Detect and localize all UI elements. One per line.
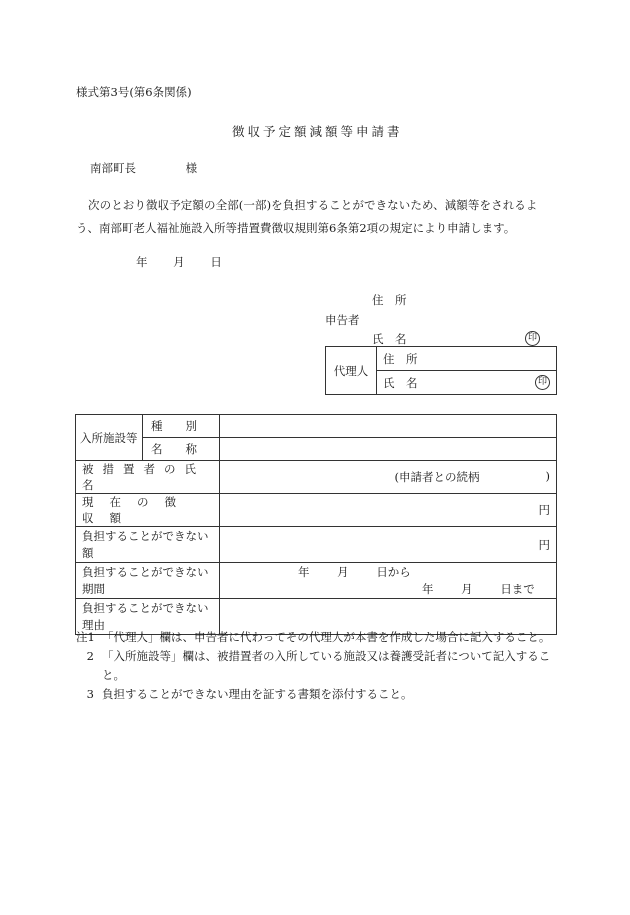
agent-seal-icon: 印 [535, 375, 550, 390]
relationship-close: ) [545, 469, 550, 483]
type-label: 種 別 [151, 419, 197, 433]
period-to-month: 月 [461, 581, 473, 596]
unable-amount-label-1: 負担することができない [82, 528, 209, 543]
type-value-cell[interactable] [220, 415, 557, 438]
agent-label: 代理人 [326, 347, 377, 395]
current-value-cell[interactable] [220, 494, 557, 527]
unable-period-value-cell[interactable] [220, 563, 557, 599]
addressee [90, 160, 197, 176]
body-text [76, 194, 562, 240]
person-value-cell[interactable] [220, 461, 557, 494]
unable-period-label-2: 期間 [82, 581, 105, 596]
type-label-cell [143, 415, 220, 438]
agent-table [325, 346, 557, 395]
note-1-text: 「代理人」欄は、申告者に代わってその代理人が本書を作成した場合に記入すること。 [102, 630, 551, 644]
unable-amount-yen: 円 [538, 537, 550, 552]
note-1 [76, 628, 566, 647]
current-label: 現在の徴収額 [82, 495, 192, 525]
agent-name-cell[interactable] [377, 371, 557, 395]
name-label: 名 称 [151, 442, 197, 456]
facility-label: 入所施設等 [76, 415, 143, 461]
relationship-open: (申請者との続柄 [394, 470, 480, 484]
addressee-name: 南部町長 [90, 161, 136, 175]
unable-reason-label-2: 理由 [82, 617, 105, 632]
period-to-year: 年 [422, 581, 434, 596]
note-3-text: 負担することができない理由を証する書類を添付すること。 [102, 687, 413, 701]
date-day[interactable]: 日 [210, 255, 222, 269]
unable-period-label-cell [76, 563, 220, 599]
applicant-name-label: 氏 名 [372, 332, 407, 346]
unable-amount-value-cell[interactable] [220, 527, 557, 563]
agent-address-label: 住 所 [383, 351, 418, 366]
note-2 [76, 647, 566, 685]
note-3-num: 3 [86, 687, 94, 701]
note-2-num: 2 [86, 649, 94, 663]
unable-amount-label-2: 額 [82, 545, 94, 560]
facility-name-value-cell[interactable] [220, 438, 557, 461]
form-number: 様式第3号(第6条関係) [76, 85, 192, 99]
notes [76, 628, 566, 704]
period-from-day: 日から [376, 564, 411, 579]
unable-amount-label-cell [76, 527, 220, 563]
current-yen: 円 [538, 503, 550, 517]
date-year[interactable]: 年 [136, 255, 148, 269]
person-label: 被措置者の氏名 [82, 462, 205, 492]
main-table [75, 414, 557, 635]
period-to-day: 日まで [500, 581, 535, 596]
note-2-text: 「入所施設等」欄は、被措置者の入所している施設又は養護受託者について記入すること。 [102, 649, 551, 682]
applicant-address-label: 住 所 [372, 293, 407, 307]
name-label-cell [143, 438, 220, 461]
person-label-cell [76, 461, 220, 494]
form-title: 徴収予定額減額等申請書 [232, 124, 403, 139]
note-3 [76, 685, 566, 704]
date-month[interactable]: 月 [173, 255, 185, 269]
body-line-1: 次のとおり徴収予定額の全部(一部)を負担することができないため、減額等をされるよ [88, 198, 538, 212]
agent-address-cell[interactable] [377, 347, 557, 371]
applicant-seal-icon: 印 [525, 331, 540, 346]
body-line-2: う、南部町老人福祉施設入所等措置費徴収規則第6条第2項の規定により申請します。 [76, 221, 516, 235]
period-from-year: 年 [298, 564, 310, 579]
unable-period-label-1: 負担することができない [82, 564, 209, 579]
date-line [136, 254, 222, 270]
note-1-num: 注1 [76, 630, 95, 644]
current-label-cell [76, 494, 220, 527]
period-from-month: 月 [337, 564, 349, 579]
addressee-honorific: 様 [185, 161, 198, 175]
applicant-label: 申告者 [325, 313, 360, 327]
agent-name-label: 氏 名 [383, 375, 418, 390]
unable-reason-label-1: 負担することができない [82, 600, 209, 615]
